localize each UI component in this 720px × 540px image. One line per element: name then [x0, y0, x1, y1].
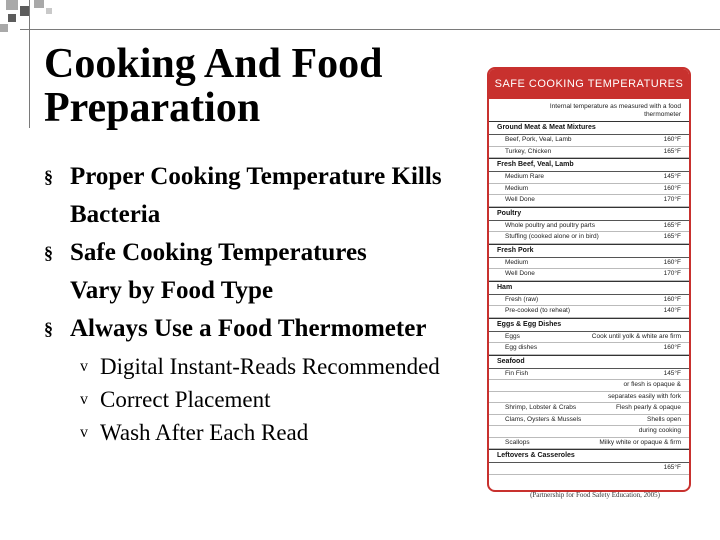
- temp-row: [489, 195, 689, 207]
- temperature-value: 160°F: [663, 295, 681, 303]
- temperature-value: separates easily with fork: [608, 392, 681, 400]
- bullet-text: Proper Cooking Temperature Kills: [70, 163, 442, 190]
- temperature-value: 160°F: [663, 184, 681, 192]
- temperature-value: 160°F: [663, 258, 681, 266]
- temperature-value: 170°F: [663, 270, 681, 277]
- bullet-text: Always Use a Food Thermometer: [70, 315, 427, 342]
- temp-row: [489, 380, 689, 392]
- temperature-value: Flesh pearly & opaque: [615, 404, 681, 411]
- temperature-value: or flesh is opaque &: [623, 381, 681, 388]
- temp-row: [489, 426, 689, 438]
- bullet-list: [44, 158, 514, 449]
- food-item: Beef, Pork, Veal, Lamb: [505, 136, 572, 143]
- food-item: Turkey, Chicken: [505, 147, 552, 155]
- temp-row: [489, 306, 689, 318]
- bullet-text: Safe Cooking Temperatures: [70, 239, 367, 266]
- food-item: Well Done: [505, 196, 535, 203]
- temperature-value: 165°F: [663, 221, 681, 229]
- temp-row: [489, 221, 689, 233]
- bullet-text-cont: Bacteria: [70, 201, 161, 228]
- sub-bullet-item: [44, 416, 514, 449]
- title-line-1: Cooking And Food: [44, 41, 383, 87]
- food-item: Fresh (raw): [505, 295, 539, 303]
- bullet-marker: §: [44, 243, 53, 263]
- temperature-value: 140°F: [663, 307, 681, 314]
- temperature-value: 145°F: [663, 369, 681, 377]
- food-item: Scallops: [505, 438, 530, 446]
- horizontal-rule: [20, 29, 720, 30]
- sub-bullet-marker: v: [80, 358, 88, 375]
- corner-decoration: [0, 0, 72, 40]
- food-item: Egg dishes: [505, 344, 538, 351]
- temperature-value: 170°F: [663, 196, 681, 203]
- temp-category: Ham: [489, 281, 689, 295]
- card-note: Internal temperature as measured with a food thermometer: [549, 103, 681, 118]
- temp-row: [489, 258, 689, 270]
- temp-row: [489, 269, 689, 281]
- food-item: Shrimp, Lobster & Crabs: [505, 404, 577, 411]
- food-item: Medium: [505, 184, 529, 192]
- temperature-value: 165°F: [663, 464, 681, 471]
- temp-row: [489, 184, 689, 196]
- food-item: Eggs: [505, 332, 520, 340]
- temp-row: [489, 343, 689, 355]
- temp-row: [489, 172, 689, 184]
- temperature-value: during cooking: [638, 427, 681, 434]
- sub-bullet-item: [44, 383, 514, 416]
- slide-title: [44, 42, 474, 130]
- temp-row: [489, 147, 689, 159]
- food-item: Whole poultry and poultry parts: [505, 221, 595, 229]
- temp-category: Poultry: [489, 207, 689, 221]
- bullet-item: [44, 234, 514, 310]
- temperature-value: 160°F: [663, 136, 681, 143]
- temp-row: [489, 232, 689, 244]
- food-item: Fin Fish: [505, 369, 529, 377]
- temp-row: [489, 135, 689, 147]
- bullet-marker: §: [44, 167, 53, 187]
- temperature-value: 160°F: [663, 344, 681, 351]
- temp-category: Fresh Beef, Veal, Lamb: [489, 158, 689, 172]
- sub-bullet-text: Digital Instant-Reads Recommended: [100, 354, 440, 379]
- sub-bullet-text: Wash After Each Read: [100, 420, 309, 445]
- temp-row: [489, 415, 689, 427]
- card-table: [489, 121, 689, 475]
- temp-row: [489, 332, 689, 344]
- food-item: Clams, Oysters & Mussels: [505, 415, 582, 423]
- temp-category: Fresh Pork: [489, 244, 689, 258]
- temperature-value: Milky white or opaque & firm: [599, 438, 681, 446]
- temperature-value: 165°F: [663, 147, 681, 155]
- safe-temperatures-card: [487, 67, 691, 492]
- temperature-value: Cook until yolk & white are firm: [591, 332, 681, 340]
- sub-bullet-marker: v: [80, 391, 88, 408]
- bullet-item: [44, 158, 514, 234]
- temp-category: Seafood: [489, 355, 689, 369]
- temperature-value: 165°F: [663, 233, 681, 240]
- temperature-value: 145°F: [663, 173, 681, 180]
- card-title: SAFE COOKING TEMPERATURES: [489, 69, 689, 99]
- temp-row: [489, 463, 689, 475]
- food-item: Pre-cooked (to reheat): [505, 307, 571, 314]
- temp-row: [489, 403, 689, 415]
- food-item: Medium: [505, 258, 529, 266]
- temp-row: [489, 392, 689, 404]
- bullet-item: [44, 310, 514, 348]
- sub-bullet-list: [44, 350, 514, 449]
- sub-bullet-marker: v: [80, 424, 88, 441]
- temp-row: [489, 438, 689, 450]
- food-item: Well Done: [505, 270, 535, 277]
- sub-bullet-item: [44, 350, 514, 383]
- sub-bullet-text: Correct Placement: [100, 387, 271, 412]
- food-item: Stuffing (cooked alone or in bird): [505, 233, 599, 240]
- food-item: Medium Rare: [505, 173, 545, 180]
- temp-row: [489, 295, 689, 307]
- vertical-rule: [29, 0, 30, 128]
- temp-category: Leftovers & Casseroles: [489, 449, 689, 463]
- temp-category: Eggs & Egg Dishes: [489, 318, 689, 332]
- title-line-2: Preparation: [44, 85, 261, 131]
- bullet-marker: §: [44, 319, 53, 339]
- temp-category: Ground Meat & Meat Mixtures: [489, 121, 689, 135]
- bullet-text-cont: Vary by Food Type: [70, 277, 274, 304]
- temperature-value: Shells open: [647, 415, 681, 423]
- temp-row: [489, 369, 689, 381]
- source-citation: (Partnership for Food Safety Education, 2005): [530, 491, 660, 499]
